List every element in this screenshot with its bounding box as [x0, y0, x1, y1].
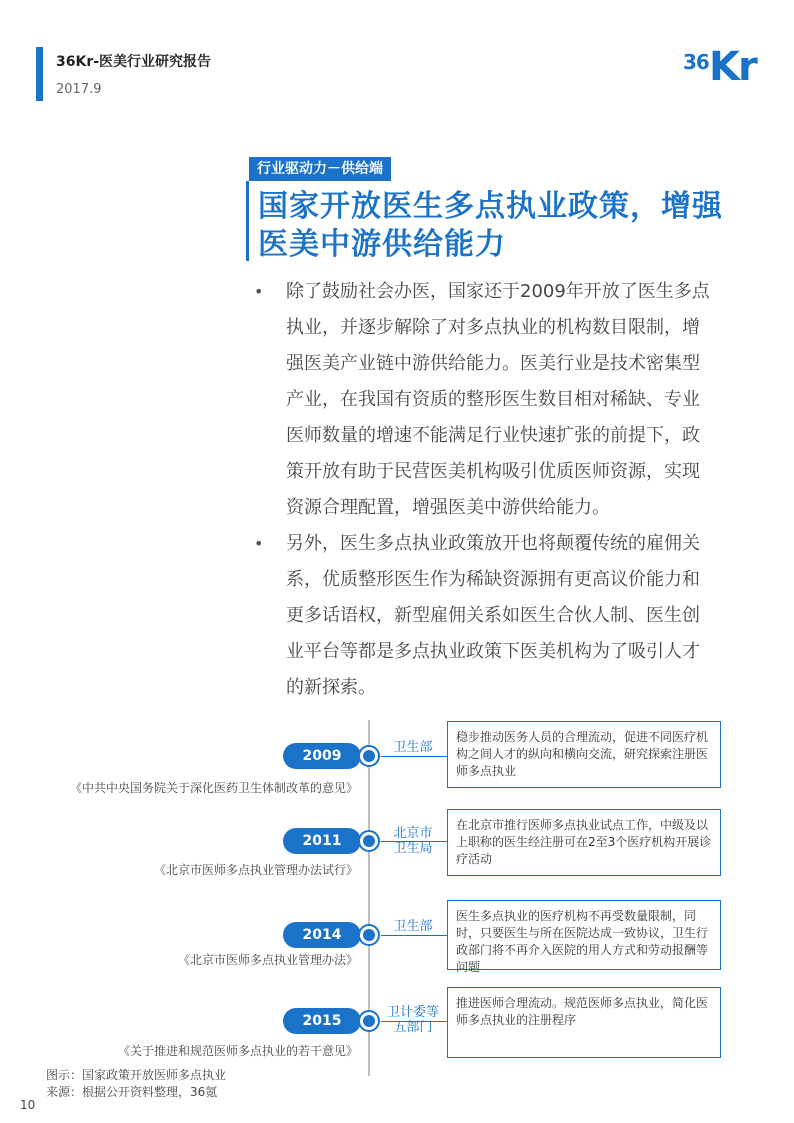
figure-label: 图示：国家政策开放医师多点执业 — [46, 1068, 227, 1082]
timeline-connector — [381, 935, 449, 936]
source-label: 来源：根据公开资料整理，36氪 — [46, 1085, 218, 1099]
timeline-year-2009: 2009 — [283, 743, 361, 769]
report-title: 36Kr-医美行业研究报告 — [56, 54, 212, 70]
timeline-document: 《关于推进和规范医师多点执业的若干意见》 — [117, 1044, 358, 1058]
bullet-dot-icon: • — [254, 534, 264, 553]
timeline-department: 北京市卫生局 — [393, 826, 433, 856]
timeline-department: 卫生部 — [393, 919, 433, 934]
timeline-year-2011: 2011 — [283, 828, 361, 854]
headline-accent-line — [246, 181, 249, 261]
timeline-description: 推进医师合理流动。规范医师多点执业，简化医师多点执业的注册程序 — [447, 987, 721, 1058]
timeline-description: 在北京市推行医师多点执业试点工作，中级及以上职称的医生经注册可在2至3个医疗机构开展诊疗活动 — [447, 809, 721, 876]
figure-caption — [46, 1067, 226, 1101]
bullet-item — [254, 526, 714, 706]
header-accent-bar — [36, 47, 43, 101]
timeline-node-icon — [358, 924, 380, 946]
report-date: 2017.9 — [56, 82, 102, 97]
timeline-description: 医生多点执业的医疗机构不再受数量限制，同时，只要医生与所在医院达成一致协议，卫生行政部门将不再介入医院的用人方式和劳动报酬等问题 — [447, 900, 721, 970]
page-number: 10 — [20, 1098, 36, 1112]
bullet-dot-icon: • — [254, 282, 264, 301]
bullet-text: 除了鼓励社会办医，国家还于2009年开放了医生多点执业，并逐步解除了对多点执业的机构数目限制，增强医美产业链中游供给能力。医美行业是技术密集型产业，在我国有资质的整形医生数目相对稀缺、专业医师数量的增速不能满足行业快速扩张的前提下，政策开放有助于民营医美机构吸引优质医师资源，实现资源合理配置，增强医美中游供给能力。 — [286, 281, 710, 518]
logo-text: Kr — [709, 44, 756, 90]
timeline-connector — [381, 756, 449, 757]
bullet-text: 另外，医生多点执业政策放开也将颠覆传统的雇佣关系，优质整形医生作为稀缺资源拥有更高议价能力和更多话语权，新型雇佣关系如医生合伙人制、医生创业平台等都是多点执业政策下医美机构为了吸引人才的新探索。 — [286, 533, 700, 698]
timeline-department: 卫计委等五部门 — [386, 1005, 439, 1035]
timeline-document: 《北京市医师多点执业管理办法》 — [177, 953, 358, 967]
timeline-year-2014: 2014 — [283, 922, 361, 948]
timeline-node-icon — [358, 1010, 380, 1032]
timeline-node-icon — [358, 830, 380, 852]
bullet-list — [254, 274, 714, 706]
timeline-document: 《北京市医师多点执业管理办法试行》 — [153, 863, 358, 877]
timeline-description: 稳步推动医务人员的合理流动，促进不同医疗机构之间人才的纵向和横向交流，研究探索注册医师多点执业 — [447, 721, 721, 788]
brand-logo — [683, 44, 767, 92]
timeline-node-icon — [358, 745, 380, 767]
logo-number: 36 — [683, 50, 709, 74]
timeline-department: 卫生部 — [393, 740, 433, 755]
section-tag: 行业驱动力－供给端 — [249, 157, 391, 181]
timeline-document: 《中共中央国务院关于深化医药卫生体制改革的意见》 — [69, 781, 358, 795]
page-headline: 国家开放医生多点执业政策，增强医美中游供给能力 — [258, 189, 723, 262]
timeline-year-2015: 2015 — [283, 1008, 361, 1034]
bullet-item — [254, 274, 714, 526]
